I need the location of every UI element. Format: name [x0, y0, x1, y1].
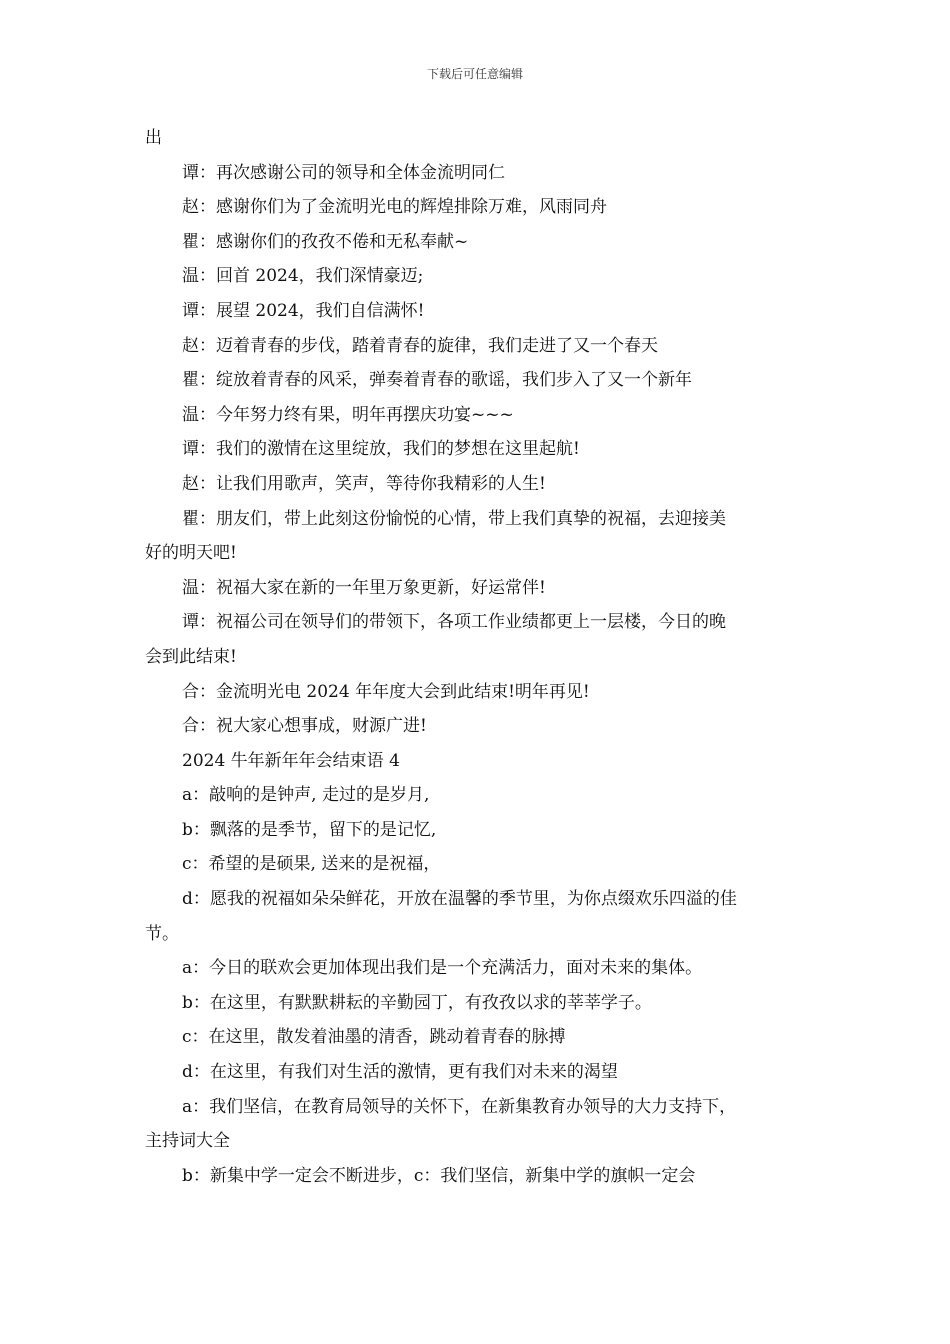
text-line: 谭：我们的激情在这里绽放，我们的梦想在这里起航!: [182, 439, 580, 460]
text-line: 谭：展望 2024，我们自信满怀!: [182, 300, 425, 321]
document-body: [145, 121, 807, 1193]
text-line: 会到此结束!: [145, 646, 237, 667]
text-line: 谭：再次感谢公司的领导和全体金流明同仁: [182, 162, 505, 183]
text-line: 赵：让我们用歌声，笑声，等待你我精彩的人生!: [182, 473, 546, 494]
text-line: c：希望的是硕果, 送来的是祝福，: [182, 854, 441, 875]
text-line: 节。: [145, 923, 179, 944]
text-line: c：在这里，散发着油墨的清香，跳动着青春的脉搏: [182, 1027, 566, 1048]
text-line: a：我们坚信，在教育局领导的关怀下，在新集教育办领导的大力支持下，: [182, 1096, 737, 1117]
text-line: 好的明天吧!: [145, 543, 237, 564]
text-line: 2024 牛年新年年会结束语 4: [182, 750, 400, 771]
text-line: 合：祝大家心想事成，财源广进!: [182, 716, 427, 737]
text-line: 温：今年努力终有果，明年再摆庆功宴~~~: [182, 404, 514, 425]
text-line: 赵：迈着青春的步伐，踏着青春的旋律，我们走进了又一个春天: [182, 335, 658, 356]
text-line: 温：回首 2024，我们深情豪迈;: [182, 266, 424, 287]
text-line: 温：祝福大家在新的一年里万象更新，好运常伴!: [182, 577, 546, 598]
text-line: a：敲响的是钟声, 走过的是岁月,: [182, 785, 430, 806]
text-line: 赵：感谢你们为了金流明光电的辉煌排除万难，风雨同舟: [182, 197, 607, 218]
text-line: d：愿我的祝福如朵朵鲜花，开放在温馨的季节里，为你点缀欢乐四溢的佳: [182, 889, 737, 910]
text-line: 合：金流明光电 2024 年年度大会到此结束!明年再见!: [182, 681, 590, 702]
text-line: 出: [145, 128, 162, 148]
text-line: 瞿：感谢你们的孜孜不倦和无私奉献~: [182, 231, 469, 252]
text-line: 谭：祝福公司在领导们的带领下，各项工作业绩都更上一层楼，今日的晚: [182, 612, 726, 633]
text-line: b：新集中学一定会不断进步，c：我们坚信，新集中学的旗帜一定会: [182, 1165, 696, 1186]
text-line: 瞿：绽放着青春的风采，弹奏着青春的歌谣，我们步入了又一个新年: [182, 370, 692, 391]
text-line: b：飘落的是季节，留下的是记忆,: [182, 819, 437, 840]
page-header: 下载后可任意编辑: [426, 67, 523, 81]
text-line: b：在这里，有默默耕耘的辛勤园丁，有孜孜以求的莘莘学子。: [182, 992, 652, 1013]
text-line: 瞿：朋友们，带上此刻这份愉悦的心情，带上我们真挚的祝福，去迎接美: [182, 508, 726, 529]
text-line: a：今日的联欢会更加体现出我们是一个充满活力，面对未来的集体。: [182, 958, 703, 979]
text-line: 主持词大全: [145, 1131, 230, 1152]
text-line: d：在这里，有我们对生活的激情，更有我们对未来的渴望: [182, 1062, 618, 1083]
